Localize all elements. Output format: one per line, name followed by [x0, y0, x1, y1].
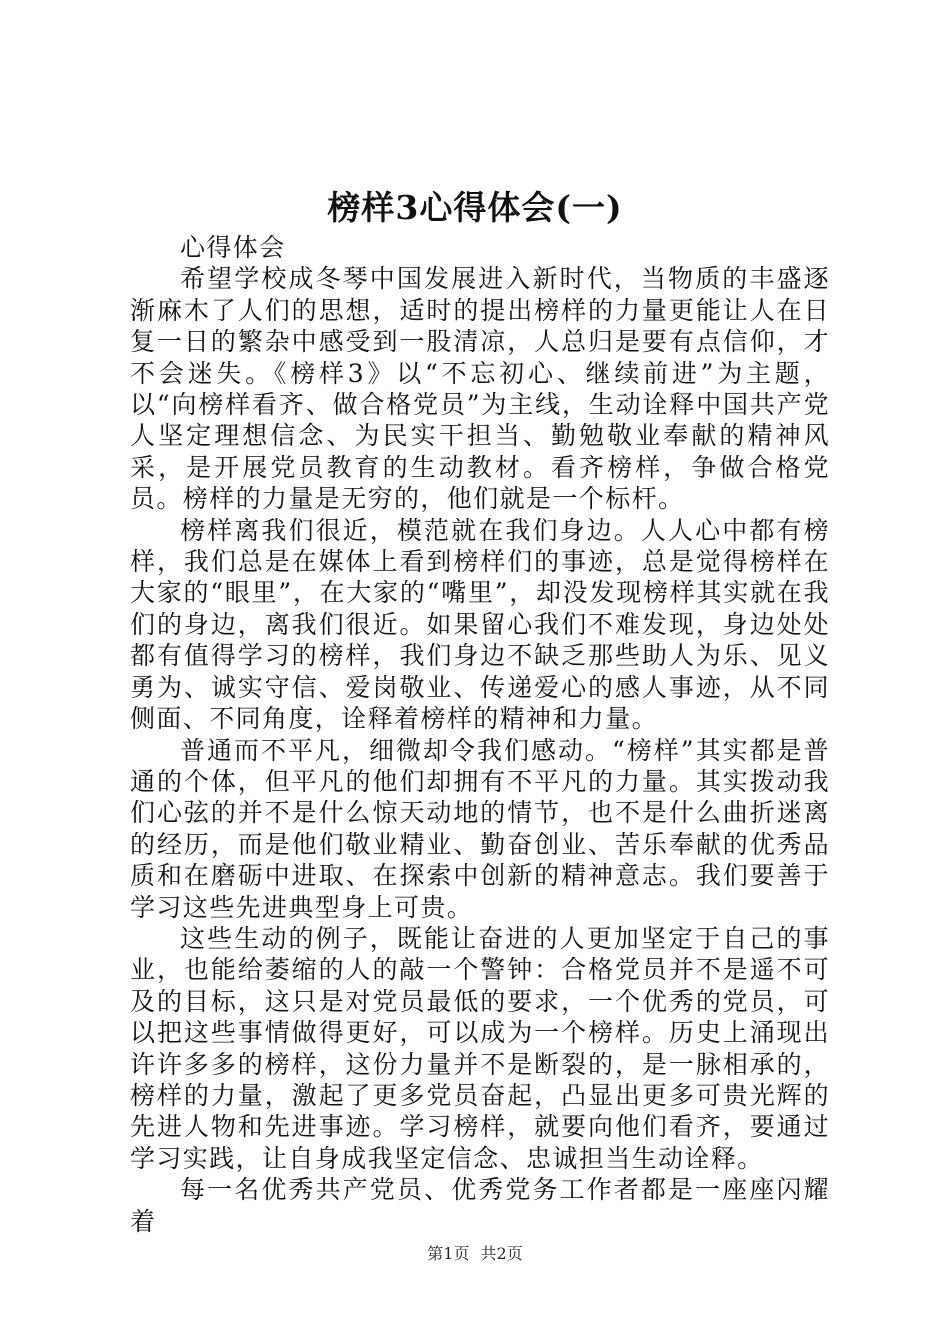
page-total: 共2页 [480, 1244, 523, 1263]
page-number: 第1页 [427, 1244, 470, 1263]
paragraph: 希望学校成冬琴中国发展进入新时代，当物质的丰盛逐渐麻木了人们的思想，适时的提出榜样的力量更能让人在日复一日的繁杂中感受到一股清凉，人总归是要有点信仰，才不会迷失。《榜样3》以“不忘初心、继续前进”为主题，以“向榜样看齐、做合格党员”为主线，生动诠释中国共产党人坚定理想信念、为民实干担当、勤勉敬业奉献的精神风采，是开展党员教育的生动教材。看齐榜样，争做合格党员。榜样的力量是无穷的，他们就是一个标杆。 [130, 264, 830, 514]
paragraph: 榜样离我们很近，模范就在我们身边。人人心中都有榜样，我们总是在媒体上看到榜样们的事迹，总是觉得榜样在大家的“眼里”，在大家的“嘴里”，却没发现榜样其实就在我们的身边，离我们很近。如果留心我们不难发现，身边处处都有值得学习的榜样，我们身边不缺乏那些助人为乐、见义勇为、诚实守信、爱岗敬业、传递爱心的感人事迹，从不同侧面、不同角度，诠释着榜样的精神和力量。 [130, 515, 830, 734]
paragraph: 每一名优秀共产党员、优秀党务工作者都是一座座闪耀着 [130, 1175, 830, 1236]
document-subtitle: 心得体会 [180, 233, 286, 262]
paragraph: 这些生动的例子，既能让奋进的人更加坚定于自己的事业，也能给萎缩的人的敲一个警钟：合格党员并不是遥不可及的目标，这只是对党员最低的要求，一个优秀的党员，可以把这些事情做得更好，可以成为一个榜样。历史上涌现出许许多多的榜样，这份力量并不是断裂的，是一脉相承的，榜样的力量，激起了更多党员奋起，凸显出更多可贵光辉的先进人物和先进事迹。学习榜样，就要向他们看齐，要通过学习实践，让自身成我坚定信念、忠诚担当生动诠释。 [130, 923, 830, 1173]
document-body [130, 232, 830, 1237]
page-footer [0, 1243, 950, 1265]
paragraph: 普通而不平凡，细微却令我们感动。“榜样”其实都是普通的个体，但平凡的他们却拥有不平凡的力量。其实拨动我们心弦的并不是什么惊天动地的情节，也不是什么曲折迷离的经历，而是他们敬业精业、勤奋创业、苦乐奉献的优秀品质和在磨砺中进取、在探索中创新的精神意志。我们要善于学习这些先进典型身上可贵。 [130, 735, 830, 922]
document-title: 榜样3心得体会(一) [327, 188, 623, 227]
